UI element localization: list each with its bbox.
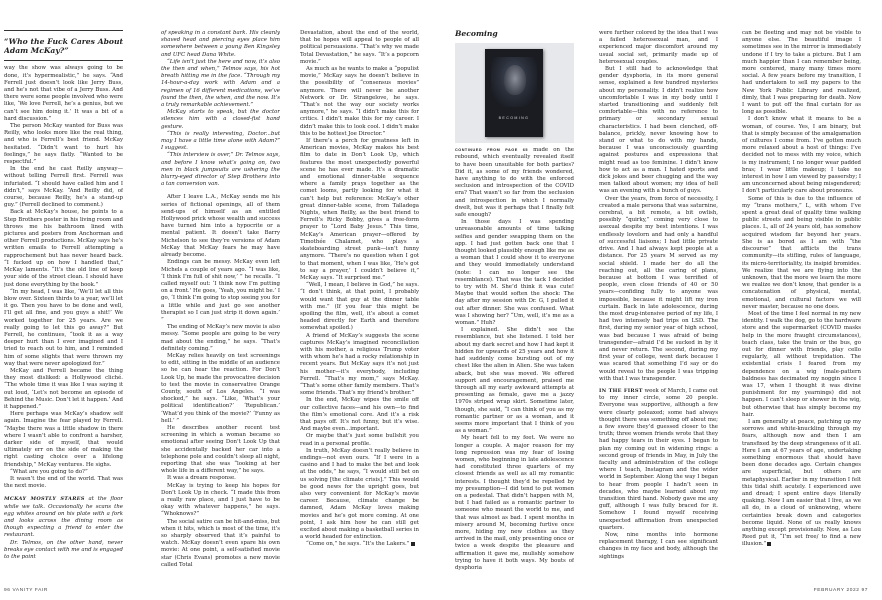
paragraph: Or maybe that’s just some bullshit you read in a personal profile. [300, 433, 419, 447]
paragraph: “What are you going to do?” [10, 468, 88, 475]
paragraph: Some of this is due to the influence of my “trans mothers,” L, with whom I’ve spent a great deal of quality time walking public streets and being visible in public places. L, all of 24 years old, has somehow acquired wisdom far beyond her years. She is as bored as I am with “the discourse” that afflicts the trans community—its stifling, rules of language, its micro-territoriality, its insipid bromides. We realize that we are flying into the unknown, that the more we learn the more we realize we don’t know, that gender is a concatenation of physical, mental, emotional, and cultural factors we will never master, because no one does. [742, 195, 861, 310]
book-cover [485, 49, 543, 137]
paragraph: “This is really interesting, Doctor...but may I have a little time alone with Adam?” I suggest. [161, 130, 280, 152]
paragraph: Devastation, about the end of the world, that he hopes will appeal to people of all political persuasions. “That’s why we made Total Devastation,” he says. “It’s a popcorn movie.” [300, 30, 419, 65]
continued-line: CONTINUED FROM PAGE 65 [455, 148, 528, 153]
section-paragraph [4, 496, 123, 539]
paragraph: The social satire can be hit-and-miss, but when it hits, which is most of the time, it’s so sharply observed that it’s painful to watch. McKay doesn’t even spare his own movie: At one point, a self-satisfied movie star (Chris Evans) promotes a new movie called Total [161, 518, 280, 568]
closing-line: “Come on,” he says. “It’s the Lakers.” [306, 541, 410, 548]
end-mark-icon [767, 542, 771, 546]
end-mark-icon [411, 542, 415, 546]
left-column-3 [300, 30, 419, 582]
paragraph [742, 419, 861, 549]
paragraph: can be fleeting and may not be visible to anyone else. The beautiful image I sometimes see in the mirror is immediately undone if I try to take a picture. But I am much happier than I can remember being, more centered, many many times more social. A few years before my transition, I had undertaken to sell my papers to the New York Public Library and realized, dimly, that I was preparing for death. Now I want to put off the final curtain for as long as possible. [742, 30, 861, 116]
section-kicker: MCKAY MOSTLY STARES [4, 496, 85, 503]
paragraph: A friend of McKay’s suggests the scene captures McKay’s imagined reconciliation with his mother, a religious Trump voter with whom he’s had a rocky relationship in recent years. But McKay says it’s not just his mother—it’s everybody, including Ferrell. “That’s my mom,” says McKay. “That’s some other family members. That’s some friends. That’s my friend’s brother.” [300, 332, 419, 397]
section-kicker: Becoming [455, 30, 498, 38]
paragraph: “Life isn’t just the here and now, it’s also the then and when,” Telmos says, his hot breath hitting me in the face. “Through my 14-hour-a-day work with Adam and a regimen of 16 different medications, we’ve found the then, the when, and the now. It’s a truly remarkable achievement.” [161, 58, 280, 109]
sidebar-title: “Who the Fuck Cares About Adam McKay?” [4, 37, 123, 56]
cover-portrait [504, 65, 526, 95]
paragraph [300, 541, 419, 548]
paragraph: In those days I was spending unreasonable amounts of time talking selfies and gender swapping them on the app. I had just gotten back one that I thought looked plausibly enough like me as a woman that I could show it to everyone and they would immediately understand (note: I can no longer see the resemblance). That was the tack I decided to try with M. She’d think it was cute! Maybe that would soften the shock: The day after my session with Dr. G, I pulled it out after dinner. She was confused. What was I showing her? “Um, well, it’s me as a woman.” Huh? [455, 219, 574, 327]
right-column-2 [599, 30, 718, 582]
paragraph: It was a dream response. [167, 475, 236, 482]
paragraph: Endings can be messy. McKay even left Michels a couple of years ago. “I was like, ‘I think I’m full of shit now,’ ” he recalls. “I called myself out: ‘I think now I’m putting on a front.’ He goes, ‘Yeah, you might be.’ I go, ‘I think I’m going to stop seeing you for a little while and just go see another therapist so I can just strip it down again.’ ” [161, 259, 280, 323]
section-kicker: IN THE FIRST [599, 387, 643, 394]
paragraph: He describes another recent test screening in which a woman became so emotional after seeing Don’t Look Up that she accidentally backed her car into a telephone pole and couldn’t sleep all night, reporting that she was “looking at her whole life in a different way,” he says. [161, 424, 280, 475]
paragraph: “Well, I mean, I believe in God,” he says. “I don’t think, at that point, I probably would want that guy at the dinner table with me.” (If you fear this might be spoiling the film, well, it’s about a comet headed directly for Earth and therefore somewhat spoiled.) [300, 282, 419, 332]
right-column-3 [742, 30, 861, 582]
paragraph: McKay starts to speak, but the doctor silences him with a closed-fist hand gesture. [161, 109, 280, 130]
paragraph: It wasn’t the end of the world. That was the next movie. [4, 475, 123, 490]
folio-right: FEBRUARY 2022 97 [813, 588, 868, 593]
section-paragraph [599, 388, 718, 532]
paragraph: I don’t know what it means to be a woman, of course. Yes, I am binary, but that is simply because of the amalgamation of cultures I come from. I’ve gotten much more relaxed about a host of things: I’ve decided not to mess with my voice, which is my instrument; I no longer wear padded bras; I wear little makeup; I take no interest in how I am viewed by passersby; I am unconcerned about being misgendered; I don’t particularly care about pronouns. [742, 116, 861, 195]
paragraph: Back at McKay’s house, he points to a Step Brothers poster in his living room and throws me his bathroom lined with pictures and posters from Anchorman and other Ferrell productions. McKay says he’s written emails to Ferrell attempting a rapprochement but has never heard back. “I fucked up on how I handled that,” McKay laments. “It’s the old line of keep your side of the street clean. I should have just done everything by the book.” [4, 209, 123, 288]
paragraph: McKay and Ferrell became the thing they most disliked: a Hollywood cliché. “The whole time it was like I was saying it out loud, ‘Let’s not become an episode of Behind the Music. Don’t let it happen.’ And it happened.” [4, 367, 123, 410]
paragraph: In the end, McKay wipes the smile off our collective faces—and his own—to find the film’s emotional core. And it’s a risk that pays off. It’s not funny, but it’s wise. And maybe even...important. [300, 397, 419, 433]
paragraph: “In my head, I was like, ‘We’ll let all this blow over. Sixteen thirds to a year, we’ll let it go. Then you have to be done and well, I’ll get all fine, and you guys a shit!’ We worked together for 25 years. Are we really going to let this go away?” But Ferrell, he continues, “took it as a way deeper hurt than I ever imagined and I tried to reach out to him, and I reminded him of some slights that were thrown my way that were never apologized for.” [4, 288, 123, 367]
paragraph: Most of the time I feel normal in my new identity. I walk the dog, go to the hardware store and the supermarket (COVID masks help in the more fraught circumstances), teach class, take the train or the bus, go out for dinner with friends, play cello regularly, all without trepidation. The existential crisis I feared from my dependence on a wig (male-pattern baldness has decimated my noggin since I was 17, when I thought it was divine punishment for my yearnings) did not happen. I can’t sleep or shower in the wig, but otherwise that has simply become my hair. [742, 310, 861, 418]
paragraph: In truth, McKay doesn’t really believe in endings—not even ours. “If I were in a casino and I had to make the bet and look at the odds,” he says, “I would still bet on us solving [the climate crisis].” This would be good news for the upright goes, but also very convenient for McKay’s movie career. Because, climate change be damned, Adam McKay loves making movies and he’s got more coming. At one point, I ask him how he can still get excited about making a basketball series in a world headed for extinction. [300, 447, 419, 541]
right-column-1 [455, 30, 574, 582]
paragraph: I explained. She didn’t see the resemblance, but she listened. I told her about my dark secret and how I had kept it hidden for upwards of 25 years and how it had suddenly come bursting out of my chest like the alien in Alien. She was taken aback, but she was moved. We offered support and encouragement, praised me through all my early awkward attempts at presenting as female, gave me a jazzy 1970s striped wrap skirt. Sometime later, though, she said, “I can think of you as my romantic partner or as a woman, and it seems more important that I think of you as a woman.” [455, 327, 574, 435]
paragraph: The person McKay wanted for Buss was Reilly, who looks more like the real thing, and who is Ferrell’s best friend. McKay hesitated. “Didn’t want to hurt his feelings,” he says flatly. “Wanted to be respectful.” [4, 123, 123, 166]
paragraph: After I leave L.A., McKay sends me his series of fictional openings, all of them send-ups of himself as an entitled Hollywood prick whose wealth and success have turned him into a hypocrite or a mental patient. It doesn’t take Barry Michelson to see they’re versions of Adam McKay that McKay fears he may have already become. [161, 194, 280, 259]
paragraph: were further colored by the idea that I was a failed heterosexual man, and I experienced major discomfort around my usual social set, primarily made up of heterosexual couples. [599, 30, 718, 65]
paragraph [455, 147, 574, 219]
section-text: at the floor while we talk. Occasionally he scans the egg whites around on his plate with a fork and looks across the dining room as though expecting a friend to enter the restaurant. [4, 496, 123, 539]
paragraph: McKay relies heavily on test screenings to edit, sitting in the middle of an audience so he can hear the reaction. For Don’t Look Up, he made the provocative decision to test the movie in conservative Orange County, south of Los Angeles. “I was shocked,” he says. “Like, ‘What’s your political identification?’ ‘Republican.’ ‘What’d you think of the movie?’ ‘Funny as hell.’ ” [161, 352, 280, 424]
paragraph: of speaking in a constant bark. His cleanly shaved head and piercing eyes place him somewhere between a young Ben Kingsley and UFC head Dana White. [161, 30, 280, 58]
left-column-1 [4, 30, 123, 582]
paragraph: McKay is trying to keep his hopes for Don’t Look Up in check. “I made this from a really raw place, and I just have to be okay with whatever happens,” he says. “Whoknows?” [161, 482, 280, 518]
paragraph: But I still had to acknowledge that gender dysphoria, in its more general sense, explained a few hundred mysteries about my personality. I didn’t realize how uncomfortable I was in my body until I started transitioning and suddenly felt comfortable—this with no reference to primary or secondary sexual characteristics. I had been clenched, off-balance, prickly, never knowing how to stand or what to do with my hands, because I was unconsciously guarding against postures and expressions that might read as too feminine. I didn’t know how to act as a man. I hated sports and dick jokes and beer chugging and the way men talked about women; my idea of hell was an evening with a bunch of guys. [599, 66, 718, 195]
paragraph: Over the years, from force of necessity, I created a male persona that was saturnine, cerebral, a bit remote, a bit owlish, possibly “quirky,” coming very close to asexual despite my best intentions. I was endlessly lovelorn and had only a handful of successful liaisons; I had little private drive. And I had always kept people at a distance. For 25 years M served as my social shield. I made her do all the reaching out, all the caring of plans, because at bottom I was terrified of people, even close friends of 40 or 50 years—confiding fully to anyone was impossible, because it might lift my iron curtain. Back in late adolescence, during the most drug-intensive period of my life, I had two intensely bad trips on LSD. The first, during my senior year of high school, was bad because I was afraid of being transgender—afraid I’d be sucked in by it and never return. The second, during my first year of college, went dark because I was scared that something I’d say or do would reveal to the people I was tripping with that I was transgender. [599, 195, 718, 382]
section-text: week of March, I came out to my inner circle, some 20 people. Everyone was supportive, although a few were clearly poleaxed; some had always thought there was something off about me; a few swore they’d guessed closer to the truth; three women friends wrote that they had happy tears in their eyes. I began to plan my coming out in widening rings: a second group of friends in May, in July the faculty and administration of the college where I teach, Instagram and the wider world in September. Along the way I began to hear from people I hadn’t seen in decades, who maybe learned about my transition third hand. Nobody gave me any guff, although I was fully braced for it. Somehow I found myself receiving unexpected affirmation from unexpected quarters. [599, 387, 718, 531]
right-page [441, 0, 882, 600]
continued-text: made on the rebound, which eventually revealed itself to have been unsuitable for both parties? Did it, as some of my friends wondered, have anything to do with the enforced seclusion and introspection of the COVID era? That wasn’t so far from the seclusion and introspection in which I normally dwelt, but was it perhaps that I finally felt safe enough? [455, 147, 574, 219]
paragraph: If there’s a perch for greatness left in American movies, McKay makes his best film to date in Don’t Look Up, which features the most unexpectedly powerful scene he has ever made. It’s a dramatic and emotional dinner-table sequence where a family prays together as the comet looms, partly looking for what it can’t help but reference: McKay’s other great dinner-table scene, from Talladega Nights, when Reilly, as the best friend to Ferrell’s Ricky Bobby, gives a free-form prayer to “Lord Baby Jesus.” This time, McKay’s American prayer—offered by Timothée Chalamet, who plays a skateboarding street punk—isn’t funny anymore. “There’s no question when I got to that moment, when I was like, ‘He’s got to say a prayer,’ I couldn’t believe it,” McKay says. “It surprised me.” [300, 138, 419, 281]
paragraph: In the end he cast Reilly anyway—without telling Ferrell first. Ferrell was infuriated. “I should have called him and I didn’t,” says McKay. “And Reilly did, of course, because Reilly, he’s a stand-up guy.” (Ferrell declined to comment.) [4, 166, 123, 209]
paragraph: Now, nine months into hormone replacement therapy, I can see significant changes in my face and body, although the sightings [599, 532, 718, 560]
paragraph: Dr. Telmos, on the other hand, never breaks eye contact with me and is engaged to the point [4, 539, 123, 561]
paragraph: My heart fell to my feet. We were no longer a couple. A major reason for my long repression was my fear of losing women, who beginning in late adolescence had constituted three quarters of my closest friends as well as all my romantic interests. I thought they’d be repelled by my presumption—I did tend to put women on a pedestal. That didn’t happen with M, but I had failed as a romantic partner to someone who meant the world to me, and that was almost as bad. I spent months in misery around M, becoming furtive once more, hiding my new clothes as they arrived in the mail, only presenting once or twice a week despite the pleasure and affirmation it gave me, mulishly somehow trying to have it both ways. My bouts of dysphoria [455, 435, 574, 571]
paragraph: Here perhaps was McKay’s shadow self again. Imagine the fear played by Ferrell. “Maybe there was a little shadow in there where I wasn’t able to confront a harsher, darker side of myself, that would ultimately err on the side of making the right casting choice over a lifelong friendship,” McKay ventures. He sighs. [4, 411, 123, 468]
paragraph: As much as he wants to make a “populist movie,” McKay says he doesn’t believe in the possibility of “consensus movies” anymore. There will never be another Network or Dr. Strangelove, he says. “That’s not the way our society works anymore,” he says. “I didn’t make this for critics. I didn’t make this for my career. I didn’t make this to look cool. I didn’t make this to be hottest Joe Director.” [300, 66, 419, 137]
left-column-2 [161, 30, 280, 582]
sidebar-box [4, 30, 123, 61]
book-cover-title: BECOMING [498, 116, 530, 121]
paragraph: way the show was always going to be done, it’s hypermealistic,” he says. “And Ferrell just doesn’t look like Jerry Buss, and he’s not that vibe of a Jerry Buss. And there were some people involved who were like, ‘We love Ferrell, he’s a genius, but we can’t see him doing it.’ It was a bit of a hard discussion.” [4, 65, 123, 122]
folio-left: 96 VANITY FAIR [4, 588, 48, 593]
book-cover-image [455, 43, 574, 143]
closing-paragraph: I am generally at peace, patching up my sorrows and white-knuckling through my fears, although now and then I am transfixed by the deep strangeness of it all. Here I am at 67 years of age, undertaking something enormous that should have been done decades ago. Certain changes are superficial, but others are metaphysical. Earlier in my transition I felt this tidal shift acutely. I experienced awe and dread; I spent entire days literally quaking. Now I am easier that I live, as we all do, in a cloud of unknowing, where certainties break down and categories become liquid. None of us really knows anything except provisionally. Now, as Lou Reed put it, “I’m set free/ to find a new illusion.” [742, 418, 861, 548]
paragraph: The ending of McKay’s new movie is also messy. “Some people are going to be very mad about the ending,” he says. “That’s definitely coming.” [161, 324, 280, 352]
paragraph: “This interview is over,” Dr. Telmos says, and before I know what’s going on, two men in black jumpsuits are ushering the blurry-eyed director of Step Brothers into a tan conversion van. [161, 152, 280, 188]
